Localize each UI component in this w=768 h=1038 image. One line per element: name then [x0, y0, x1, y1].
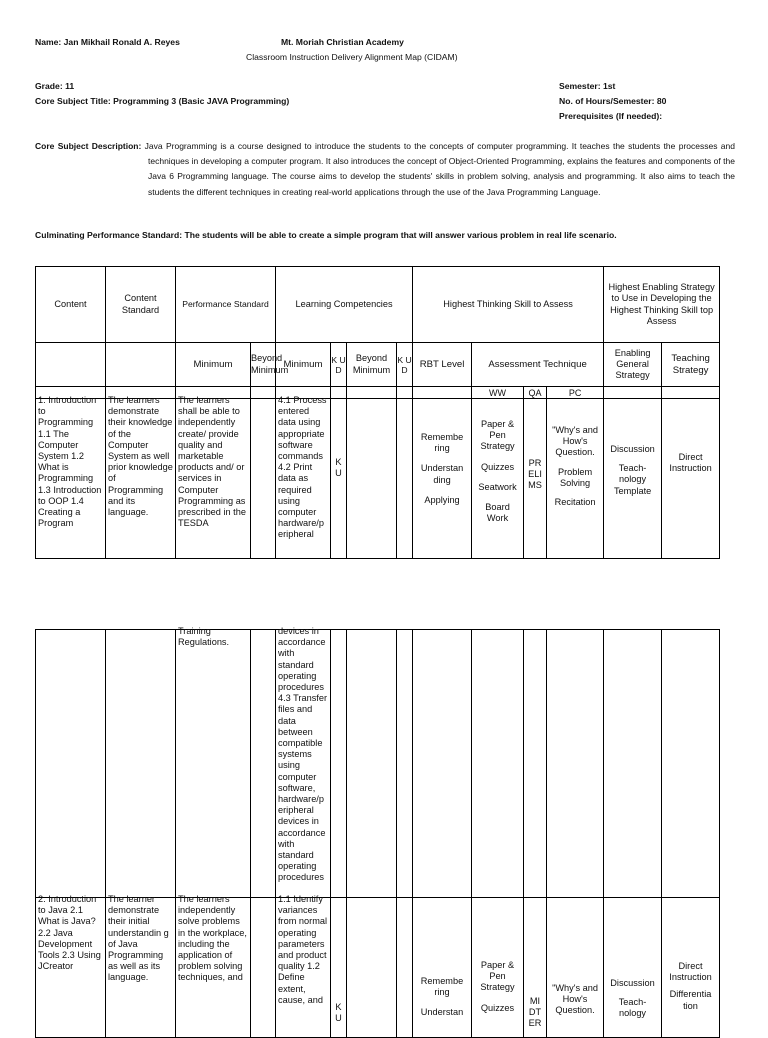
- r1-pc: [547, 399, 604, 559]
- header-assessment-technique: Assessment Technique: [472, 343, 604, 387]
- blank-cell: [347, 399, 397, 559]
- header-content-standard: Content Standard: [106, 267, 176, 343]
- blank-cell: [347, 387, 397, 399]
- r1-teaching: [662, 399, 720, 559]
- r3-content: [36, 894, 106, 1038]
- semester-label: Semester: 1st: [559, 81, 616, 91]
- r3-qa: [524, 898, 547, 1038]
- r3-content-text: 2. Introduction to Java 2.1 What is Java? 2.2 Java Development Tools 2.3 Using JCreator: [38, 894, 101, 972]
- cidam-table-page2: [35, 626, 720, 1038]
- blank-cell: [36, 630, 106, 898]
- r3-content-standard: [106, 894, 176, 1038]
- r3-enabling-2: Teach-nology: [618, 997, 647, 1019]
- header-kud: K U D: [331, 343, 347, 387]
- r3-qa-text: MI DT ER: [528, 996, 542, 1029]
- header-content: Content: [36, 267, 106, 343]
- culminating-standard: Culminating Performance Standard: The students will be able to create a simple program that will answer various problem in real life scenario.: [35, 230, 617, 240]
- blank-cell: [251, 898, 276, 1038]
- blank-cell: [397, 399, 413, 559]
- description-text: Java Programming is a course designed to introduce the students to the concepts of computer programming. It teaches the students the processes and techniques in developing a computer program. It also introduces the concept of Object-Oriented Programming, explains the features and components of the Java 6 Programming language. The course aims to develop the students' skills in problem solving, analysis and programming. It also aims to teach the students the different techniques in creating real-world applications through the use of the Java Programming Language.: [144, 141, 735, 197]
- r3-kud-text: K U: [335, 1002, 342, 1024]
- header-highest-thinking: Highest Thinking Skill to Assess: [413, 267, 604, 343]
- r3-rbt-2: Understan: [420, 1007, 464, 1018]
- r3-enabling-1: Discussion: [610, 978, 655, 988]
- r3-teaching: [662, 898, 720, 1038]
- r1-content: [36, 395, 106, 559]
- blank-cell: [413, 387, 472, 399]
- r1-qa: [524, 399, 547, 559]
- header-highest-enabling: Highest Enabling Strategy to Use in Developing the Highest Thinking Skill top Assess: [604, 267, 720, 343]
- blank-cell: [347, 630, 397, 898]
- header-ps-minimum: Minimum: [176, 343, 251, 387]
- r1-enabling: [604, 399, 662, 559]
- subject-title: Core Subject Title: Programming 3 (Basic JAVA Programming): [35, 96, 290, 106]
- r1-performance-standard: [176, 395, 251, 559]
- student-name: Name: Jan Mikhail Ronald A. Reyes: [35, 37, 180, 47]
- blank-cell: [662, 387, 720, 399]
- blank-cell: [413, 630, 472, 898]
- r1-lc-text: 4.1 Process entered data using appropriate software commands 4.2 Print data as required using computer hardware/p eripheral: [278, 395, 327, 540]
- header-ps-beyond: Beyond Minimum: [251, 343, 276, 387]
- r3-ww-1: Paper & Pen Strategy: [480, 960, 515, 993]
- r3-lc-text: 1.1 Identify variances from normal operating parameters and product quality 1.2 Define extent, cause, and: [278, 894, 328, 1005]
- r3-ps-text: The learners independently solve problems in the workplace, including the application of problem solving techniques, and: [178, 894, 247, 983]
- header-pc: PC: [547, 387, 604, 399]
- header-teaching-strategy: Teaching Strategy: [662, 343, 720, 387]
- r1-ww-4: Board Work: [485, 502, 510, 524]
- blank-cell: [251, 387, 276, 399]
- blank-cell: [604, 387, 662, 399]
- blank-cell: [604, 630, 662, 898]
- r2-ps-text: Training Regulations.: [178, 626, 230, 648]
- blank-cell: [106, 630, 176, 898]
- r1-pc-3: Recitation: [554, 497, 596, 508]
- r1-enabling-1: Discussion: [610, 444, 655, 454]
- prerequisites-label: Prerequisites (If needed):: [559, 111, 663, 121]
- r2-lc-text: devices in accordance with standard operating procedures 4.3 Transfer files and data between compatible systems using computer software, hardware/p eripheral devices in accordance with standard operating procedures: [278, 626, 328, 883]
- r3-ww-2: Quizzes: [480, 1002, 515, 1013]
- header-learning-competencies: Learning Competencies: [276, 267, 413, 343]
- r1-ww-2: Quizzes: [480, 461, 515, 472]
- r1-rbt-2: Understan ding: [420, 463, 464, 485]
- header-enabling-general: Enabling General Strategy: [604, 343, 662, 387]
- r3-enabling: [604, 898, 662, 1038]
- r1-competencies: [276, 395, 331, 559]
- r1-rbt-3: Applying: [424, 494, 460, 505]
- r1-content-standard: [106, 395, 176, 559]
- blank-cell: [397, 630, 413, 898]
- r1-content-text: 1. Introduction to Programming 1.1 The Computer System 1.2 What is Programming 1.3 Introduction to OOP 1.4 Creating a Program: [38, 395, 102, 529]
- r3-competencies: [276, 894, 331, 1038]
- r1-ww-1: Paper & Pen Strategy: [480, 419, 515, 452]
- header-lc-minimum: Minimum: [276, 343, 331, 387]
- r3-cs-text: The learner demonstrate their initial understandin g of Java Programming as well as its language.: [108, 894, 169, 983]
- blank-cell: [251, 399, 276, 559]
- blank-cell: [472, 630, 524, 898]
- grade-label: Grade: 11: [35, 81, 75, 91]
- header-lc-beyond: Beyond Minimum: [347, 343, 397, 387]
- map-title: Classroom Instruction Delivery Alignment Map (CIDAM): [246, 52, 458, 62]
- blank-cell: [331, 387, 347, 399]
- school-name: Mt. Moriah Christian Academy: [281, 37, 404, 47]
- blank-cell: [547, 630, 604, 898]
- header-performance-standard: Performance Standard: [176, 267, 276, 343]
- r1-rbt-1: Remembe ring: [420, 432, 464, 454]
- r1-ww-3: Seatwork: [478, 481, 517, 492]
- header-qa: QA: [524, 387, 547, 399]
- r3-performance-standard: [176, 894, 251, 1038]
- blank-cell: [524, 630, 547, 898]
- r1-pc-2: Problem Solving: [557, 466, 593, 488]
- r3-teaching-1: Direct Instruction: [669, 961, 712, 983]
- description-label: Core Subject Description:: [35, 141, 142, 151]
- r1-ww: [472, 399, 524, 559]
- r1-qa-text: PR ELI MS: [528, 458, 542, 491]
- blank-cell: [397, 898, 413, 1038]
- blank-cell: [36, 343, 106, 387]
- blank-cell: [347, 898, 397, 1038]
- r1-kud: [331, 399, 347, 559]
- r1-rbt: [413, 399, 472, 559]
- r3-teaching-2: Differentia tion: [669, 989, 712, 1011]
- r3-ww: [472, 898, 524, 1038]
- r1-cs-text: The learners demonstrate their knowledge of the Computer System as well prior knowledge of Programming and its language.: [108, 395, 173, 518]
- r3-pc: [547, 898, 604, 1038]
- cidam-table-page1: [35, 266, 720, 559]
- r3-kud: [331, 898, 347, 1038]
- r1-enabling-2: Teach-nology Template: [613, 463, 652, 496]
- header-rbt-level: RBT Level: [413, 343, 472, 387]
- r2-competencies: [276, 626, 331, 898]
- r3-rbt-1: Remembe ring: [420, 976, 464, 998]
- r2-performance-standard: [176, 626, 251, 898]
- r1-kud-text: K U: [335, 457, 342, 479]
- blank-cell: [251, 630, 276, 898]
- r3-rbt: [413, 898, 472, 1038]
- header-ww: WW: [472, 387, 524, 399]
- blank-cell: [106, 343, 176, 387]
- r3-pc-1: "Why's and How's Question.: [552, 983, 598, 1016]
- hours-label: No. of Hours/Semester: 80: [559, 96, 667, 106]
- header-kud-2: K U D: [397, 343, 413, 387]
- r1-teaching-text: Direct Instruction: [669, 452, 712, 474]
- blank-cell: [662, 630, 720, 898]
- r1-ps-text: The learners shall be able to independently create/ provide quality and marketable products and/ or services in Computer Programming as prescribed in the TESDA: [178, 395, 246, 529]
- blank-cell: [331, 630, 347, 898]
- blank-cell: [397, 387, 413, 399]
- r1-pc-1: "Why's and How's Question.: [552, 425, 598, 458]
- subject-description: [35, 139, 735, 200]
